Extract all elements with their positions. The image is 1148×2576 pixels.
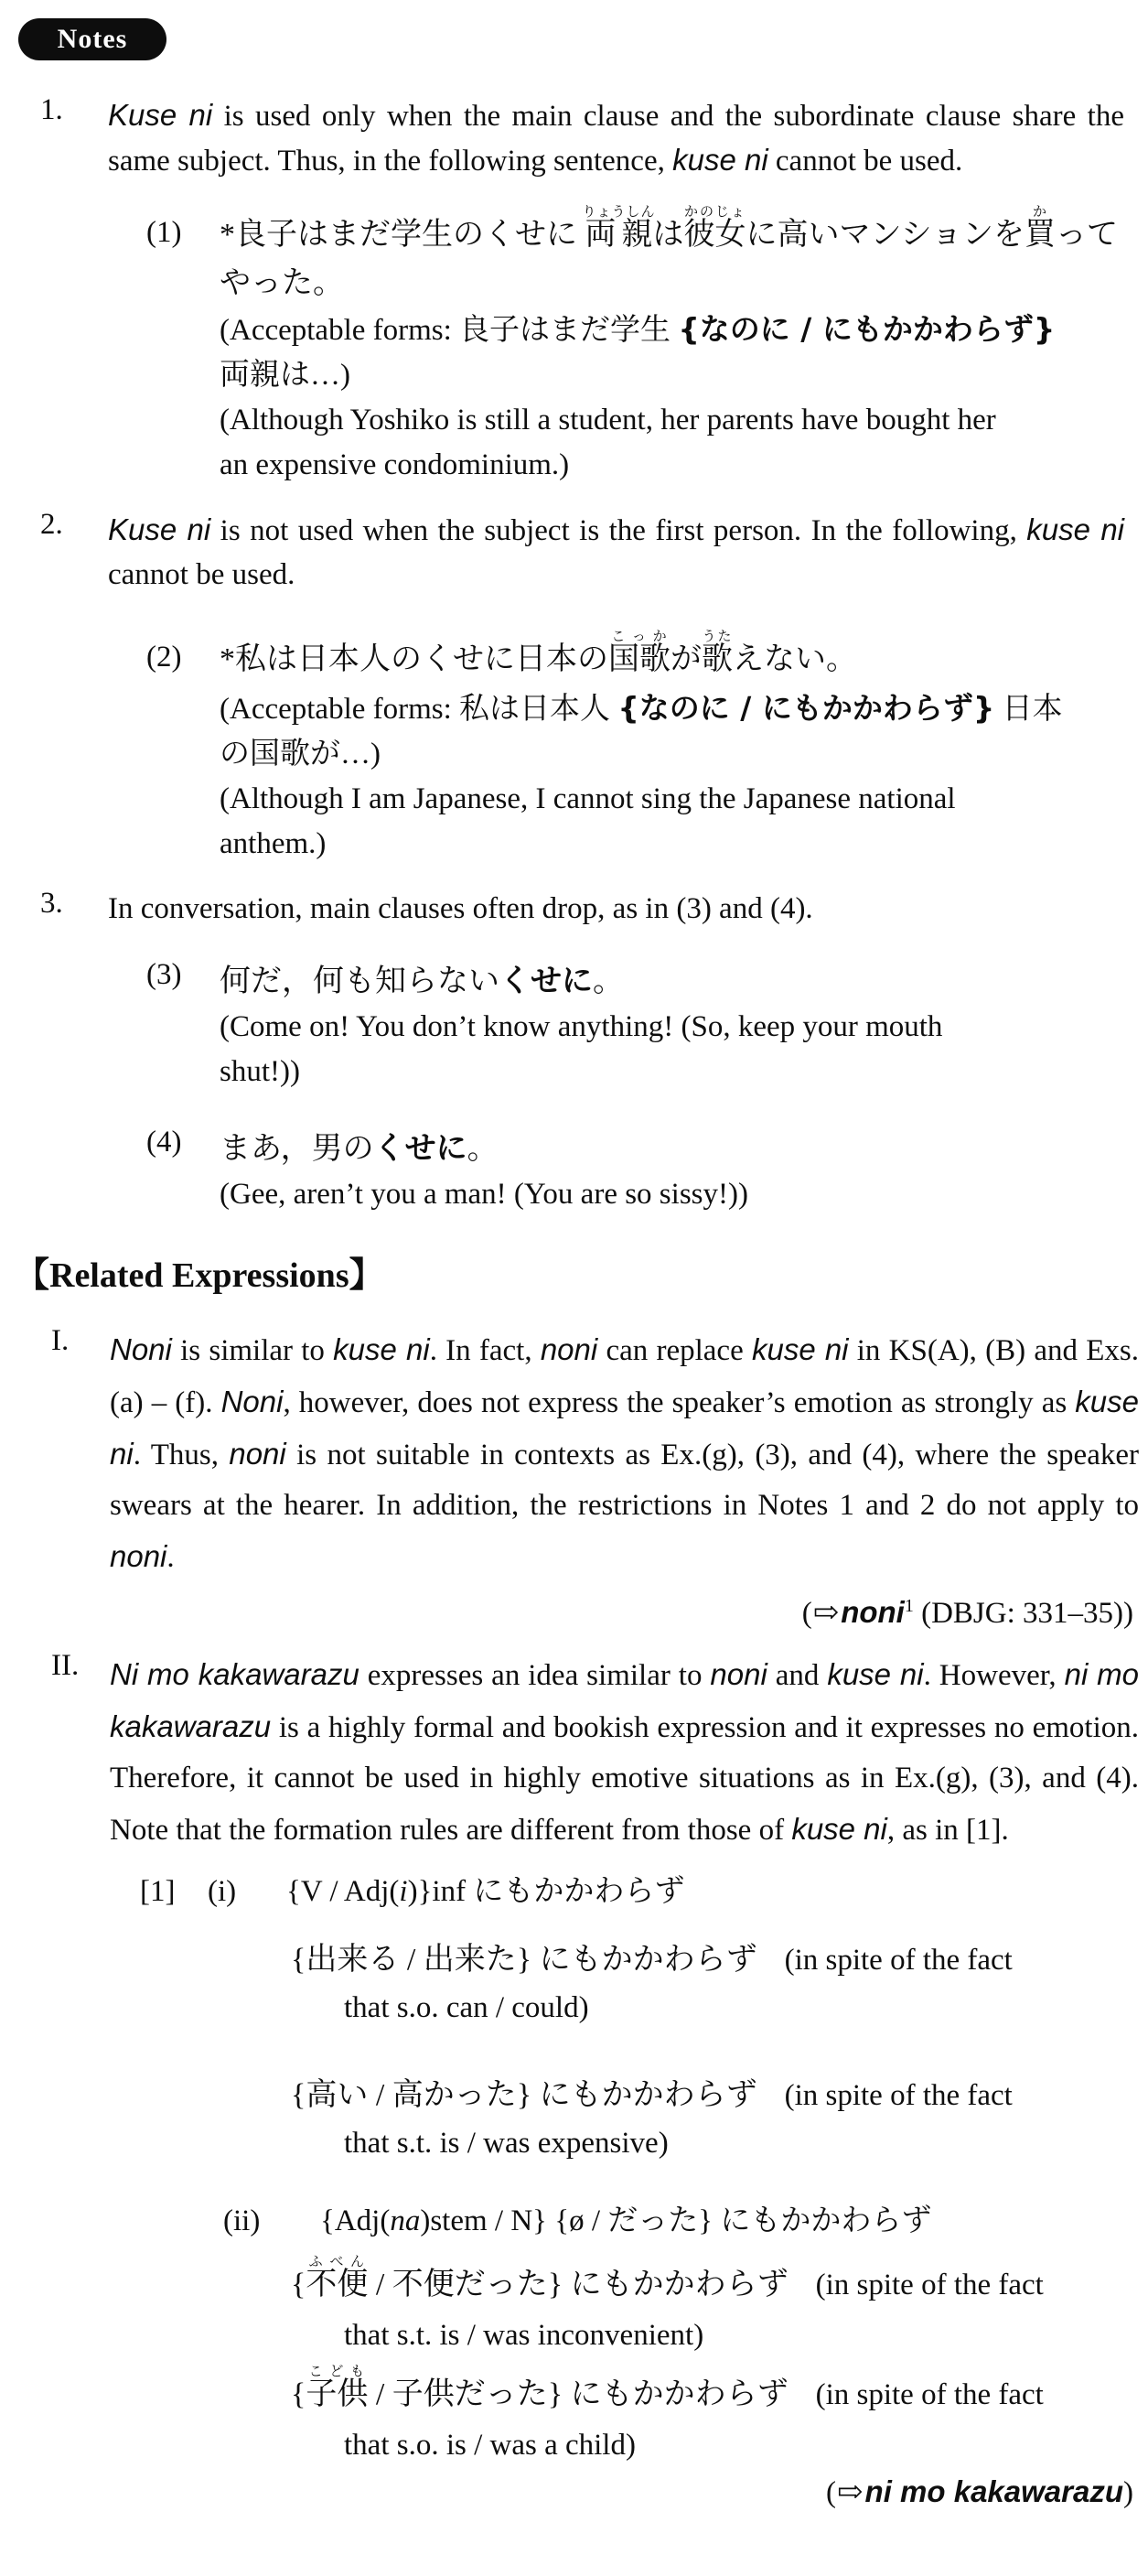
term-kuse-ni: Kuse ni <box>108 512 211 546</box>
gloss-start: (in spite of the fact <box>784 1944 1013 1977</box>
formation-label: [1] <box>140 1875 176 1908</box>
jp-text: に高いマンションを <box>746 218 1025 252</box>
english-translation: (Although I am Japanese, I cannot sing the Japanese national <box>220 782 956 815</box>
notes-badge <box>18 18 166 60</box>
english-translation-cont: shut!)) <box>220 1055 300 1088</box>
ref-paren: ) <box>1123 2476 1133 2509</box>
formation-formula <box>286 1869 684 1914</box>
jp-text: が <box>671 642 702 676</box>
ruby-base: 不便 <box>306 2268 369 2301</box>
formation-example-line <box>291 2255 1148 2312</box>
term-kuse-ni: kuse ni <box>1026 512 1125 546</box>
furigana-kokka <box>608 630 671 676</box>
jp-pattern: {高い / 高かった} にもかかわらず <box>291 2078 757 2112</box>
ref-paren: ( <box>801 1597 812 1630</box>
note-text: cannot be used. <box>108 558 295 591</box>
note-text: is used only when the main clause and the subordinate clause share the same subject. Thus, in the following sentence, <box>108 100 1124 178</box>
example-number: (1) <box>146 216 182 249</box>
note-item-3 <box>0 887 1148 931</box>
formula-text: )}inf にもかかわらず <box>407 1875 685 1908</box>
re-text: is a highly formal and bookish expression and it expresses no emotion. Therefore, it cannot be used in highly emotive situations as in Ex.(g), (3), and (4). Note that the formation rules are different from those of <box>110 1711 1139 1847</box>
ruby-base: 両親 <box>582 218 656 252</box>
gloss-start: (in spite of the fact <box>784 2079 1013 2112</box>
formation-example-kodomo <box>0 2365 1148 2469</box>
ruby-base: 子供 <box>306 2377 369 2411</box>
cross-reference-arrow-icon: ⇨ <box>812 1596 840 1630</box>
re-text: . However, <box>923 1659 1065 1692</box>
re-text: . <box>166 1541 175 1574</box>
formation-formula <box>320 2198 931 2244</box>
jp-text: 。 <box>467 1132 499 1166</box>
related-expressions-heading: 【Related Expressions】 <box>15 1256 384 1295</box>
acceptable-forms <box>220 307 1139 353</box>
acceptable-text: 日本 <box>994 693 1063 726</box>
term-kuse-ni: kuse ni <box>827 1657 924 1691</box>
note-body <box>108 887 1124 931</box>
jp-text: { <box>291 2377 306 2411</box>
jp-text: *私は日本人のくせに日本の <box>220 642 608 676</box>
note-text: In conversation, main clauses often drop, as in (3) and (4). <box>108 892 813 925</box>
japanese-sentence <box>220 958 1139 1005</box>
term-kuse-ni-jp: くせに <box>499 963 593 999</box>
japanese-sentence <box>220 1126 1139 1172</box>
ref-citation: (DBJG: 331–35)) <box>913 1597 1133 1630</box>
example-number: (4) <box>146 1126 182 1159</box>
jp-text: って <box>1056 218 1118 252</box>
note-text: is not used when the subject is the first person. In the following, <box>210 514 1027 547</box>
related-item-body <box>110 1324 1139 1583</box>
term-kuse-ni: kuse ni <box>751 1332 849 1366</box>
acceptable-text: (Acceptable forms: 私は日本人 <box>220 693 618 726</box>
acceptable-forms <box>220 685 1139 732</box>
jp-pattern <box>291 2255 789 2301</box>
jp-text: *良子はまだ学生のくせに <box>220 218 585 252</box>
acceptable-alternatives: {なのに / にもかかわらず} <box>678 311 1056 347</box>
re-text: . Thus, <box>133 1439 230 1471</box>
related-item-1 <box>0 1324 1148 1583</box>
formation-example-line <box>291 1936 1148 1984</box>
jp-text: えない。 <box>733 642 857 676</box>
related-item-2 <box>0 1649 1148 1856</box>
acceptable-forms-cont: の国歌が…) <box>220 738 381 771</box>
furigana-fuben <box>306 2255 369 2301</box>
jp-text: 何だ，何も知らない <box>220 965 499 998</box>
ref-superscript: 1 <box>904 1596 914 1616</box>
jp-text: 。 <box>593 965 624 998</box>
ruby-base: 彼女 <box>683 218 746 252</box>
example-body <box>220 1126 1139 1217</box>
gloss-cont: that s.o. is / was a child) <box>344 2429 636 2462</box>
note-item-2 <box>0 508 1148 597</box>
jp-text: / 不便だった} にもかかわらず <box>368 2268 789 2301</box>
re-text: . In fact, <box>429 1334 541 1367</box>
re-text: , as in [1]. <box>886 1814 1009 1847</box>
jp-text: / 子供だった} にもかかわらず <box>368 2377 789 2411</box>
example-number: (2) <box>146 641 182 674</box>
formation-sub-label: (i) <box>208 1875 237 1908</box>
example-1 <box>0 205 1148 488</box>
term-noni: Noni <box>220 1385 284 1418</box>
example-4 <box>0 1126 1148 1217</box>
term-kuse-ni: Kuse ni <box>108 98 213 132</box>
note-body <box>108 508 1124 597</box>
term-kuse-ni: kuse ni <box>333 1332 430 1366</box>
ruby-text: か <box>1025 205 1056 220</box>
formation-sub-label: (ii) <box>223 2204 261 2237</box>
japanese-sentence <box>220 205 1139 261</box>
term-noni: Noni <box>110 1332 172 1366</box>
formation-example-dekiru <box>0 1936 1148 2032</box>
ruby-text: かのじょ <box>683 205 746 220</box>
term-kuse-ni: kuse ni <box>110 1385 1139 1471</box>
jp-pattern <box>291 2365 789 2411</box>
jp-text: は <box>652 218 684 252</box>
note-number: 3. <box>40 887 63 920</box>
english-translation: (Although Yoshiko is still a student, her parents have bought her <box>220 404 996 437</box>
notes-badge-label: Notes <box>57 24 128 54</box>
term-noni: noni <box>540 1332 598 1366</box>
english-translation-cont: an expensive condominium.) <box>220 448 570 481</box>
ruby-text: うた <box>702 630 733 644</box>
furigana-kanojo <box>683 205 746 252</box>
ref-paren: ( <box>826 2476 837 2509</box>
ruby-text: こども <box>306 2365 369 2379</box>
formation-example-takai <box>0 2072 1148 2167</box>
term-kuse-ni: kuse ni <box>791 1812 887 1846</box>
formation-rule-i <box>0 1869 1148 1914</box>
furigana-uta <box>702 630 733 676</box>
related-item-number: II. <box>51 1649 80 1682</box>
ruby-text: ふべん <box>306 2255 369 2269</box>
re-text: is similar to <box>171 1334 334 1367</box>
re-text: in KS(A), (B) and Exs.(a) – (f). <box>110 1334 1139 1419</box>
jp-text: まあ，男の <box>220 1132 374 1166</box>
jp-text: { <box>291 2268 306 2301</box>
re-text: and <box>767 1659 828 1692</box>
formation-rule-ii <box>0 2198 1148 2244</box>
related-item-number: I. <box>51 1324 70 1357</box>
note-number: 2. <box>40 508 63 541</box>
english-translation: (Gee, aren’t you a man! (You are so sissy!)) <box>220 1178 748 1211</box>
acceptable-forms-cont: 両親は…) <box>220 359 350 392</box>
re-text: , however, does not express the speaker’s emotion as strongly as <box>283 1386 1076 1419</box>
example-body <box>220 205 1139 488</box>
jp-pattern: {出来る / 出来た} にもかかわらず <box>291 1943 757 1977</box>
term-ni-mo-kakawarazu: ni mo kakawarazu <box>110 1657 1139 1743</box>
note-body <box>108 93 1124 183</box>
ruby-text: こっか <box>608 630 671 644</box>
ref-term-noni: noni <box>841 1595 905 1629</box>
acceptable-alternatives: {なのに / にもかかわらず} <box>617 690 995 726</box>
example-number: (3) <box>146 958 182 991</box>
english-translation: (Come on! You don’t know anything! (So, keep your mouth <box>220 1010 943 1043</box>
ruby-base: 歌 <box>702 642 733 676</box>
japanese-sentence <box>220 630 1139 685</box>
formation-example-fuben <box>0 2255 1148 2359</box>
term-kuse-ni-jp: くせに <box>373 1130 467 1167</box>
term-noni: noni <box>229 1437 286 1471</box>
furigana-kodomo <box>306 2365 369 2411</box>
note-item-1 <box>0 93 1148 183</box>
formula-text: )stem / N} {ø / だった} にもかかわらず <box>420 2204 932 2237</box>
formula-text: {V / Adj( <box>286 1875 400 1908</box>
re-text: is not suitable in contexts as Ex.(g), (3), and (4), where the speaker swears at the hearer. In addition, the restrictions in Notes 1 and 2 do not apply to <box>110 1439 1139 1522</box>
gloss-cont: that s.o. can / could) <box>344 1991 589 2024</box>
formation-example-line <box>291 2072 1148 2119</box>
example-body <box>220 630 1139 867</box>
term-kuse-ni: kuse ni <box>672 143 768 177</box>
cross-reference-ni-mo-kakawarazu <box>0 2469 1148 2516</box>
re-text: can replace <box>597 1334 752 1367</box>
gloss-start: (in spite of the fact <box>815 2269 1044 2301</box>
ref-term-ni-mo-kakawarazu: ni mo kakawarazu <box>864 2474 1123 2508</box>
japanese-sentence-cont: やった。 <box>220 266 344 300</box>
gloss-start: (in spite of the fact <box>815 2378 1044 2411</box>
related-item-body <box>110 1649 1139 1856</box>
term-noni: noni <box>710 1657 767 1691</box>
note-text: cannot be used. <box>767 145 963 178</box>
gloss-cont: that s.t. is / was inconvenient) <box>344 2319 704 2352</box>
ruby-text: りょうしん <box>582 205 656 220</box>
note-number: 1. <box>40 93 63 126</box>
formula-italic-na: na <box>390 2204 421 2237</box>
acceptable-text: (Acceptable forms: 良子はまだ学生 <box>220 314 679 347</box>
cross-reference-noni <box>0 1583 1148 1636</box>
term-noni: noni <box>110 1539 167 1573</box>
example-body <box>220 958 1139 1094</box>
ruby-base: 国歌 <box>608 642 671 676</box>
formula-italic-i: i <box>399 1875 408 1908</box>
ruby-base: 買 <box>1025 218 1056 252</box>
furigana-ryoushin <box>582 205 656 252</box>
english-translation-cont: anthem.) <box>220 827 327 860</box>
example-2 <box>0 630 1148 867</box>
cross-reference-arrow-icon: ⇨ <box>837 2475 864 2509</box>
formation-example-line <box>291 2365 1148 2421</box>
example-3 <box>0 958 1148 1094</box>
gloss-cont: that s.t. is / was expensive) <box>344 2127 669 2160</box>
formula-text: {Adj( <box>320 2204 391 2237</box>
term-ni-mo-kakawarazu: Ni mo kakawarazu <box>110 1657 359 1691</box>
furigana-ka <box>1025 205 1056 252</box>
re-text: expresses an idea similar to <box>359 1659 711 1692</box>
